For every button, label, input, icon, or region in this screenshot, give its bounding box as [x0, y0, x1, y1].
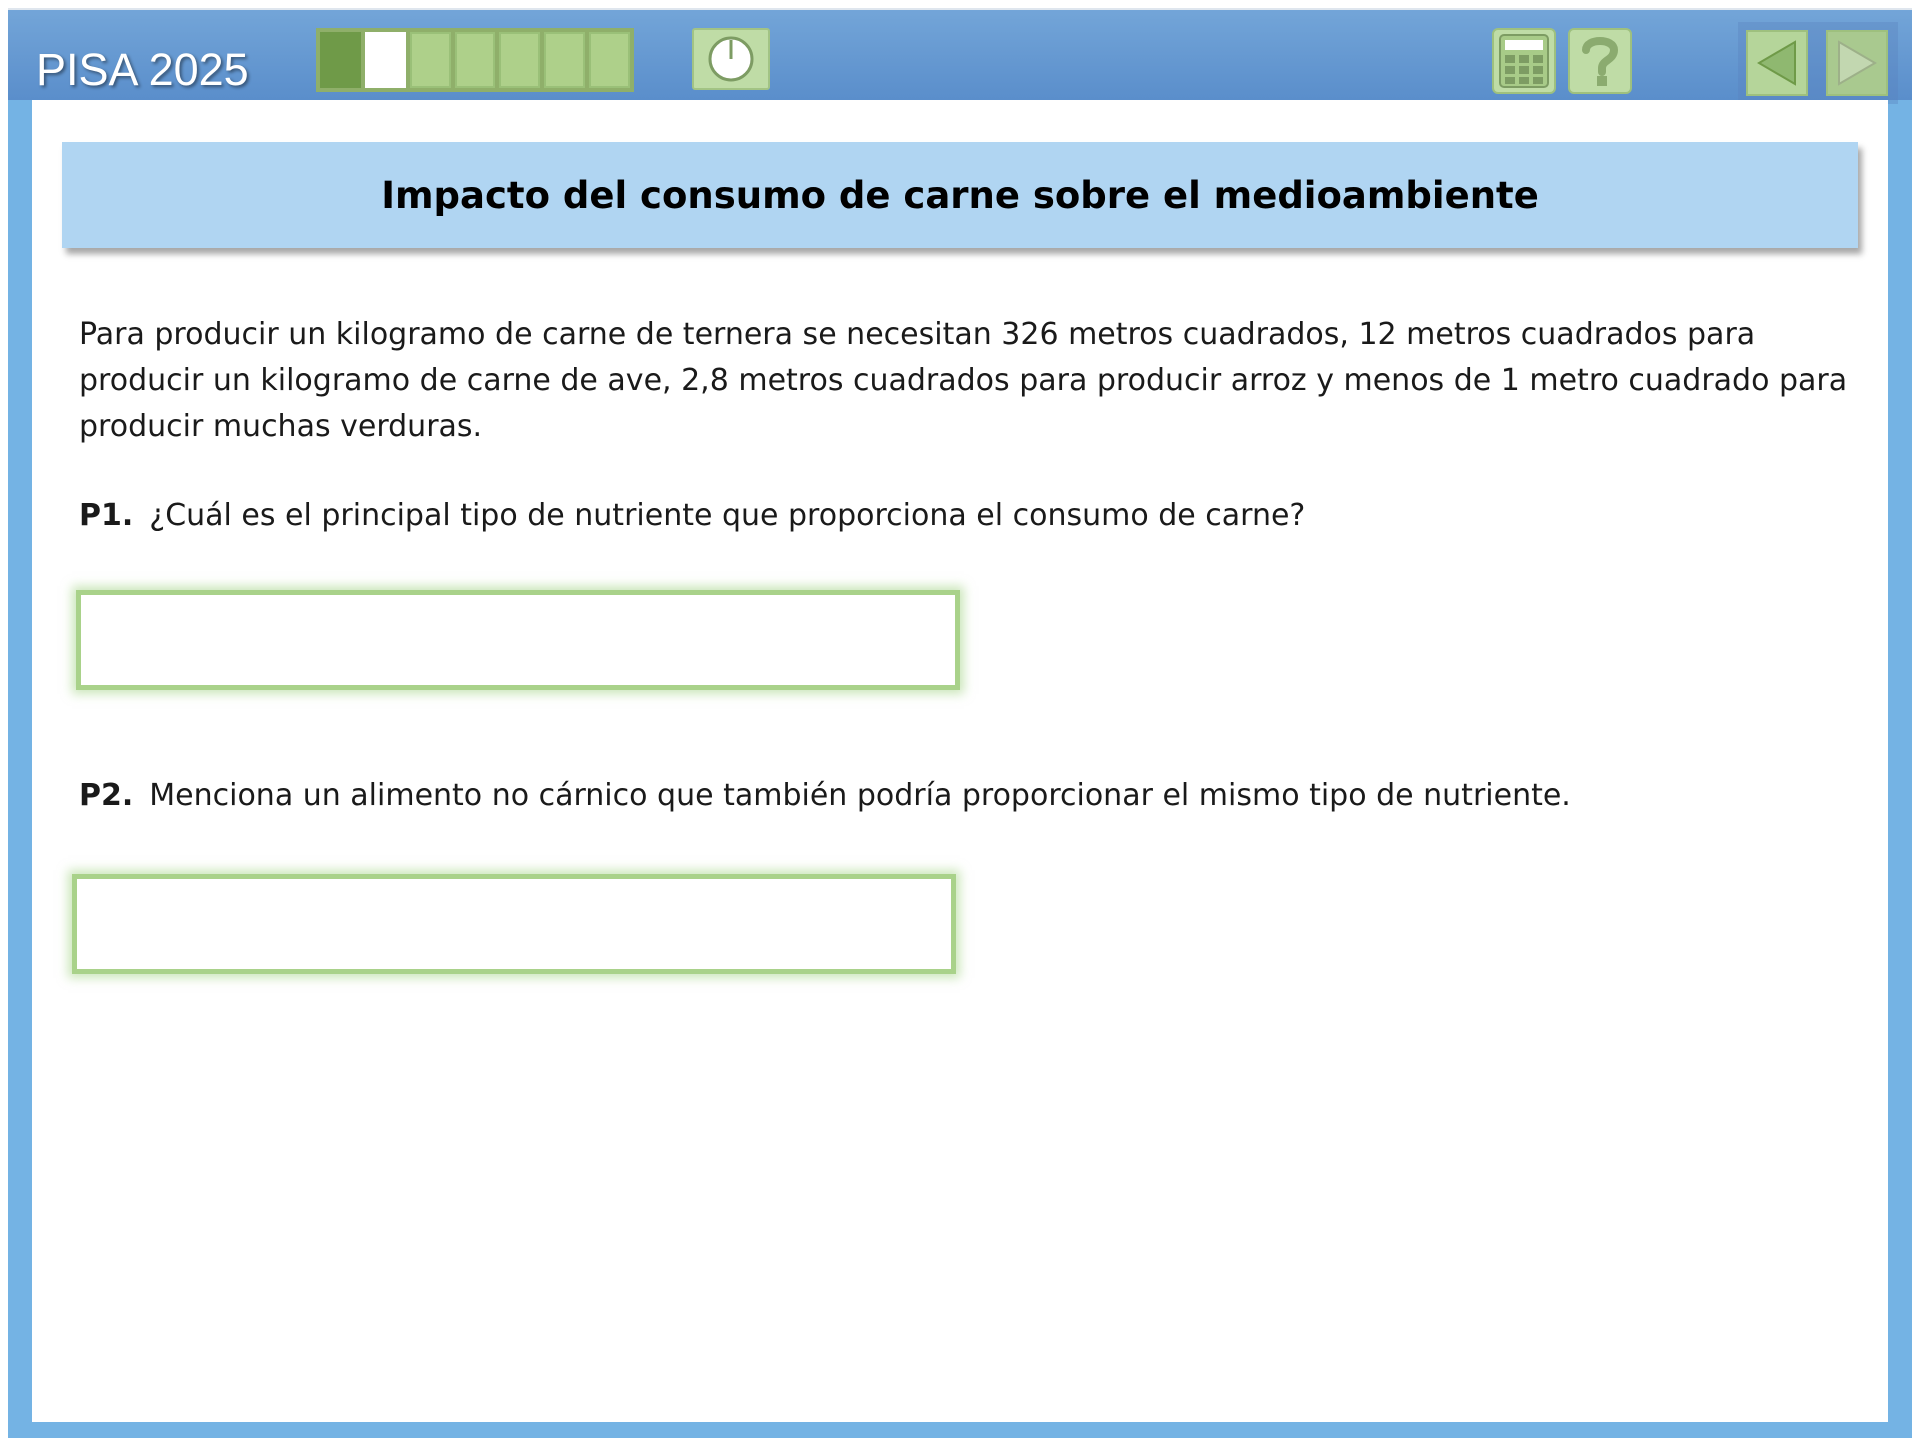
- app-frame: [8, 8, 1912, 1438]
- progress-step-1: [320, 32, 361, 88]
- progress-step-6: [544, 32, 585, 88]
- progress-step-3: [410, 32, 451, 88]
- progress-step-7: [589, 32, 630, 88]
- progress-bar: [316, 28, 634, 92]
- answer-input-2[interactable]: [72, 874, 956, 974]
- back-button[interactable]: [1746, 30, 1808, 96]
- question-2: [79, 776, 1849, 816]
- question-number: P2.: [79, 778, 134, 813]
- stimulus-passage: Para producir un kilogramo de carne de ternera se necesitan 326 metros cuadrados, 12 metros cuadrados para producir un kilogramo de carne de ave, 2,8 metros cuadrados para producir arroz y menos de 1 metro cuadrado para producir muchas verduras.: [79, 317, 1848, 444]
- item-content: [32, 100, 1888, 1422]
- answer-input-1[interactable]: [76, 590, 960, 690]
- timer-button[interactable]: [692, 28, 770, 90]
- question-1: [79, 496, 1849, 536]
- progress-step-2: [365, 32, 406, 88]
- unit-title-bar: [62, 142, 1858, 248]
- arrow-left-icon: [1755, 38, 1799, 88]
- help-button[interactable]: [1568, 28, 1632, 94]
- top-toolbar: [8, 8, 1912, 100]
- question-number: P1.: [79, 498, 134, 533]
- next-button[interactable]: [1826, 30, 1888, 96]
- arrow-right-icon: [1835, 38, 1879, 88]
- progress-step-5: [499, 32, 540, 88]
- calculator-button[interactable]: [1492, 28, 1556, 94]
- page-title: Impacto del consumo de carne sobre el medioambiente: [381, 173, 1539, 217]
- calculator-icon: [1498, 33, 1550, 89]
- progress-step-4: [455, 32, 496, 88]
- question-text: ¿Cuál es el principal tipo de nutriente que proporciona el consumo de carne?: [149, 498, 1306, 533]
- question-text: Menciona un alimento no cárnico que también podría proporcionar el mismo tipo de nutriente.: [149, 778, 1571, 813]
- clock-icon: [706, 34, 756, 84]
- brand-logo: PISA 2025: [36, 44, 249, 95]
- help-icon: [1578, 34, 1622, 88]
